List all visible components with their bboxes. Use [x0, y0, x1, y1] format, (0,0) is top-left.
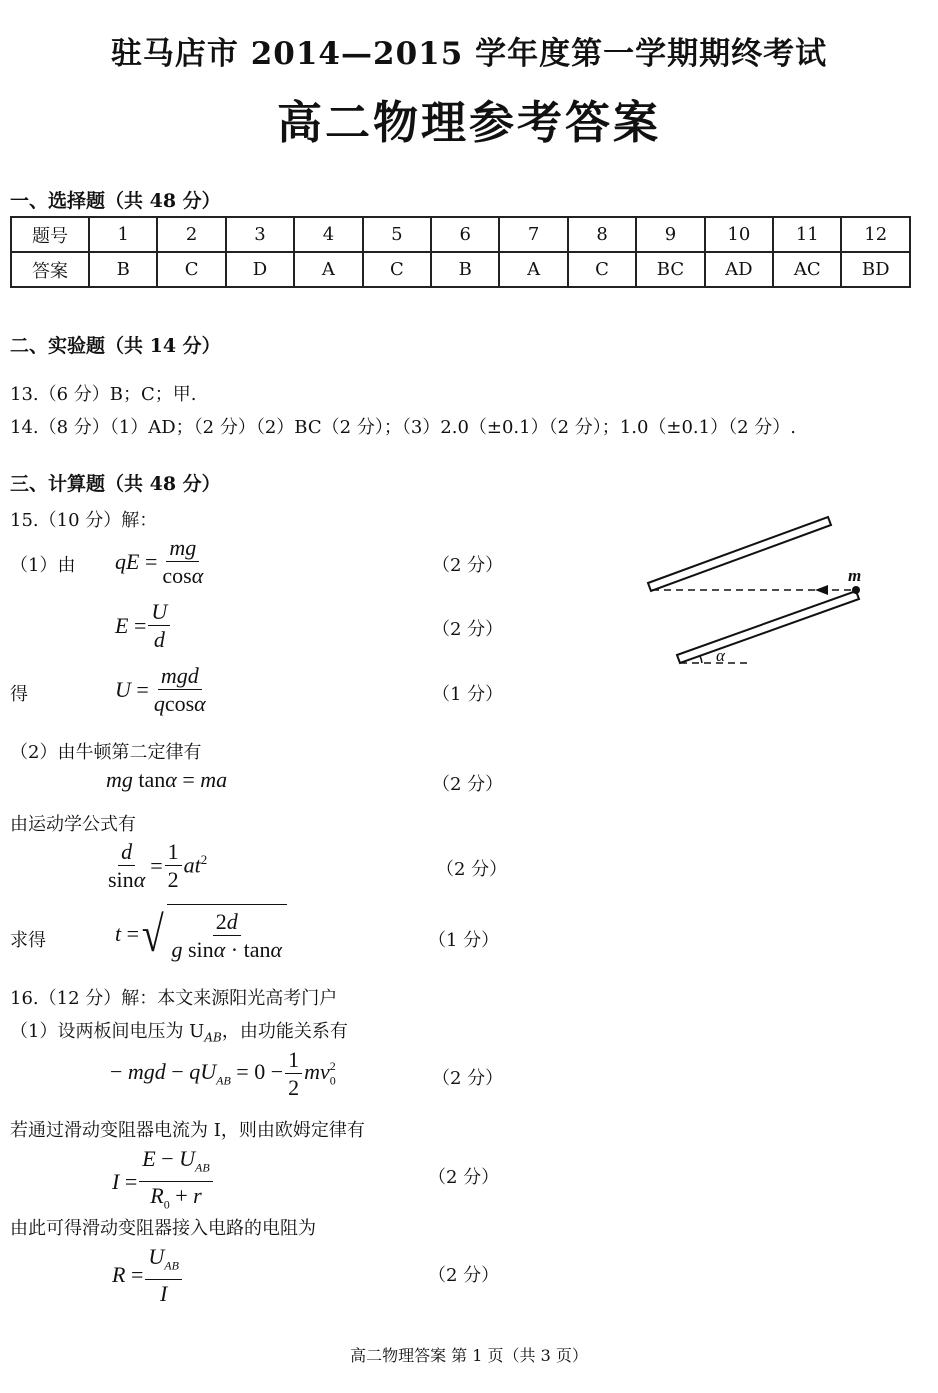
- equation-E: E = $\frac{U}{d}$: [115, 598, 172, 653]
- question-number: 7: [499, 217, 567, 252]
- q15-solve-label: 求得: [10, 930, 46, 951]
- equation-newton: mg tanα = ma: [106, 767, 228, 792]
- score: （2 分）: [432, 1068, 504, 1089]
- section-1-title: 一、选择题（共 48 分）: [10, 190, 221, 212]
- table-row: [11, 252, 910, 287]
- answer-cell: C: [157, 252, 225, 287]
- question-number: 6: [431, 217, 499, 252]
- q16-resistance-label: 由此可得滑动变阻器接入电路的电阻为: [10, 1218, 316, 1239]
- equation-energy: − mgd − $qU_{AB} = 0$ − $\frac{1}{2}$ $mv_0^2$: [110, 1047, 336, 1100]
- answer-cell: D: [226, 252, 294, 287]
- question-number: 8: [568, 217, 636, 252]
- answer-cell: B: [431, 252, 499, 287]
- score: （1 分）: [432, 684, 504, 705]
- table-row: [11, 217, 910, 252]
- answer-cell: BC: [636, 252, 704, 287]
- q16-part1-text: （1）设两板间电压为 U: [10, 1021, 205, 1042]
- q16-part1-sub: AB: [204, 1030, 222, 1045]
- equation-qE: qE = $\frac{mg}{\cos\alpha}$: [115, 535, 204, 588]
- question-number: 11: [773, 217, 841, 252]
- question-number: 1: [89, 217, 157, 252]
- q15-de-label: 得: [10, 684, 28, 705]
- exam-title: 驻马店市 2014—2015 学年度第一学期期终考试: [110, 36, 828, 72]
- q16-part1-tail: ，由功能关系有: [221, 1021, 348, 1042]
- answer-table: [10, 216, 911, 288]
- question-number: 2: [157, 217, 225, 252]
- answer-cell: C: [363, 252, 431, 287]
- equation-R: R = $U_{AB}$ I: [112, 1243, 184, 1307]
- question-number: 4: [294, 217, 362, 252]
- score: （1 分）: [428, 930, 500, 951]
- equation-U: U = mgd qcosα: [115, 663, 206, 716]
- inclined-plates-figure: [630, 505, 875, 680]
- q15-head: 15.（10 分）解：: [10, 510, 158, 531]
- score: （2 分）: [432, 619, 504, 640]
- row-label: 答案: [11, 252, 89, 287]
- q16-part1-label: [10, 1017, 348, 1045]
- equation-kinematics: $\frac{d}{\sin\alpha}$ = $\frac{1}{2}$ $at^2$: [108, 839, 208, 892]
- score: （2 分）: [432, 555, 504, 576]
- answer-cell: C: [568, 252, 636, 287]
- q15-kinematics-label: 由运动学公式有: [10, 814, 136, 835]
- page-footer: 高二物理答案 第 1 页（共 3 页）: [350, 1346, 588, 1365]
- section-2-title: 二、实验题（共 14 分）: [10, 335, 221, 357]
- answer-cell: B: [89, 252, 157, 287]
- angle-label: α: [716, 646, 725, 665]
- equation-t: t = √ 2d g sinα · tanα: [115, 904, 287, 964]
- answer-key-title: 高二物理参考答案: [276, 96, 661, 149]
- question-number: 10: [705, 217, 773, 252]
- mass-label: m: [848, 566, 862, 585]
- question-number: 9: [636, 217, 704, 252]
- q15-part1-label: （1）由: [10, 555, 76, 576]
- answer-cell: A: [499, 252, 567, 287]
- answer-cell: AD: [705, 252, 773, 287]
- q16-ohm-label: 若通过滑动变阻器电流为 I，则由欧姆定律有: [10, 1120, 365, 1141]
- row-label: 题号: [11, 217, 89, 252]
- q13-answer: 13.（6 分）B；C；甲.: [10, 384, 197, 405]
- answer-cell: BD: [841, 252, 910, 287]
- answer-cell: AC: [773, 252, 841, 287]
- section-3-title: 三、计算题（共 48 分）: [10, 473, 221, 495]
- score: （2 分）: [428, 1167, 500, 1188]
- question-number: 3: [226, 217, 294, 252]
- score: （2 分）: [432, 774, 504, 795]
- score: （2 分）: [428, 1265, 500, 1286]
- q15-part2-label: （2）由牛顿第二定律有: [10, 742, 202, 763]
- q16-head: 16.（12 分）解：本文来源阳光高考门户: [10, 988, 338, 1009]
- answer-cell: A: [294, 252, 362, 287]
- score: （2 分）: [436, 859, 508, 880]
- question-number: 12: [841, 217, 910, 252]
- equation-ohm: I = $E - U_{AB}$ $R_0 + r$: [112, 1145, 215, 1219]
- q14-answer: 14.（8 分）（1）AD；（2 分）（2）BC（2 分）；（3）2.0（±0.1）（2 分）；1.0（±0.1）（2 分）.: [10, 417, 797, 438]
- question-number: 5: [363, 217, 431, 252]
